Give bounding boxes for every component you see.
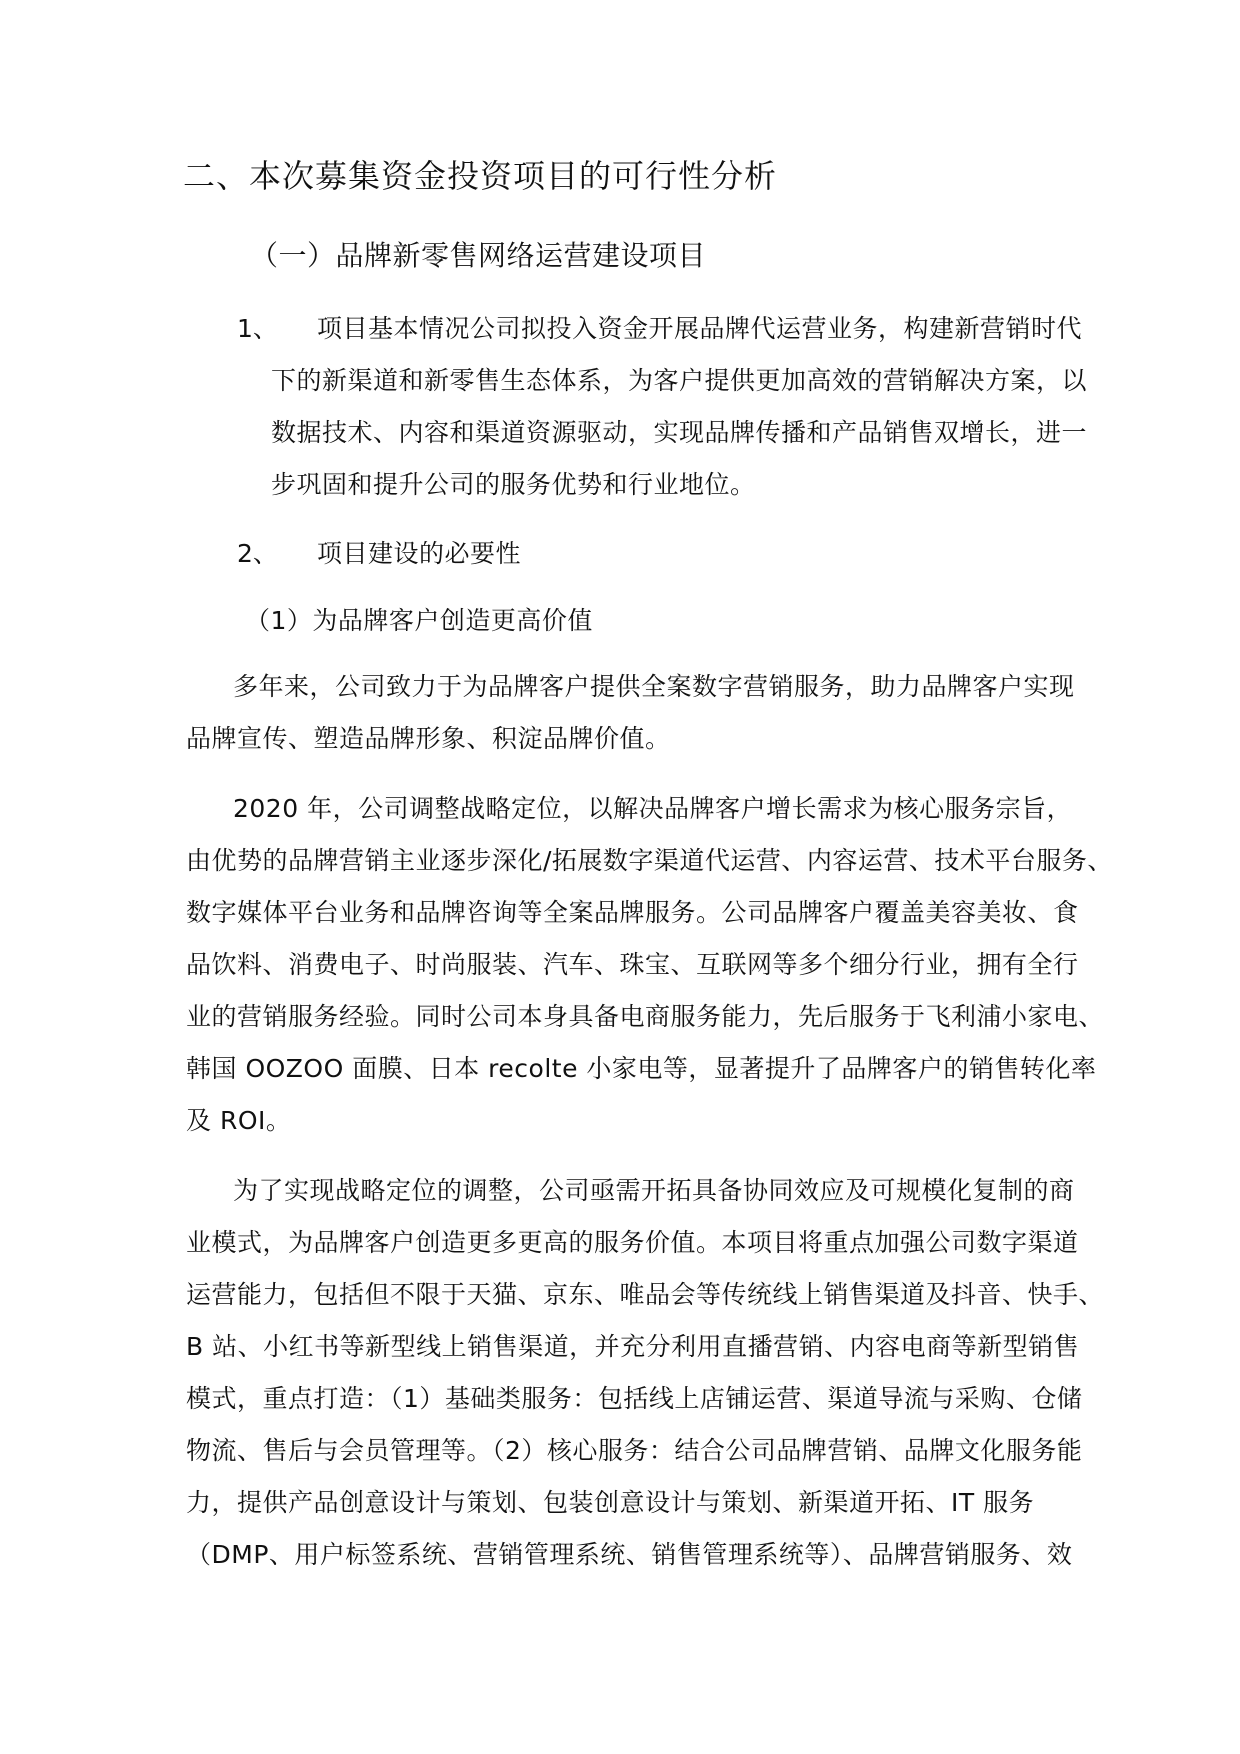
section-heading: 二、本次募集资金投资项目的可行性分析	[183, 157, 778, 195]
item-1-line-2: 下的新渠道和新零售生态体系，为客户提供更加高效的营销解决方案，以	[271, 366, 1088, 395]
item-2-title: 项目建设的必要性	[317, 539, 522, 568]
paragraph-1-line-1: 多年来，公司致力于为品牌客户提供全案数字营销服务，助力品牌客户实现	[233, 672, 1075, 701]
paragraph-2-line-6: 韩国 OOZOO 面膜、日本 recolte 小家电等，显著提升了品牌客户的销售转化率	[186, 1054, 1097, 1083]
paragraph-2-line-4: 品饮料、消费电子、时尚服装、汽车、珠宝、互联网等多个细分行业，拥有全行	[186, 950, 1079, 979]
paragraph-3-line-7: 力，提供产品创意设计与策划、包装创意设计与策划、新渠道开拓、IT 服务	[186, 1488, 1035, 1517]
sub-item-1-title: （1）为品牌客户创造更高价值	[245, 606, 593, 635]
paragraph-3-line-6: 物流、售后与会员管理等。（2）核心服务：结合公司品牌营销、品牌文化服务能	[186, 1436, 1083, 1465]
paragraph-3-line-1: 为了实现战略定位的调整，公司亟需开拓具备协同效应及可规模化复制的商	[233, 1176, 1075, 1205]
item-1-number: 1、	[237, 314, 278, 343]
item-1-line-3: 数据技术、内容和渠道资源驱动，实现品牌传播和产品销售双增长，进一	[271, 418, 1088, 447]
paragraph-3-line-8: （DMP、用户标签系统、营销管理系统、销售管理系统等）、品牌营销服务、效	[186, 1540, 1073, 1569]
paragraph-1-line-2: 品牌宣传、塑造品牌形象、积淀品牌价值。	[186, 724, 671, 753]
paragraph-3-line-2: 业模式，为品牌客户创造更多更高的服务价值。本项目将重点加强公司数字渠道	[186, 1228, 1079, 1257]
paragraph-2-line-3: 数字媒体平台业务和品牌咨询等全案品牌服务。公司品牌客户覆盖美容美妆、食	[186, 898, 1079, 927]
paragraph-3-line-4: B 站、小红书等新型线上销售渠道，并充分利用直播营销、内容电商等新型销售	[186, 1332, 1080, 1361]
item-1-line-4: 步巩固和提升公司的服务优势和行业地位。	[271, 470, 756, 499]
paragraph-3-line-3: 运营能力，包括但不限于天猫、京东、唯品会等传统线上销售渠道及抖音、快手、	[186, 1280, 1105, 1309]
paragraph-2-line-1: 2020 年，公司调整战略定位，以解决品牌客户增长需求为核心服务宗旨，	[233, 794, 1073, 823]
paragraph-2-line-5: 业的营销服务经验。同时公司本身具备电商服务能力，先后服务于飞利浦小家电、	[186, 1002, 1105, 1031]
paragraph-3-line-5: 模式，重点打造：（1）基础类服务：包括线上店铺运营、渠道导流与采购、仓储	[186, 1384, 1083, 1413]
paragraph-2-line-7: 及 ROI。	[186, 1106, 292, 1135]
item-1-line-1: 项目基本情况公司拟投入资金开展品牌代运营业务，构建新营销时代	[317, 314, 1083, 343]
project-subheading: （一）品牌新零售网络运营建设项目	[250, 239, 707, 272]
item-2-number: 2、	[237, 539, 278, 568]
paragraph-2-line-2: 由优势的品牌营销主业逐步深化/拓展数字渠道代运营、内容运营、技术平台服务、	[186, 846, 1113, 875]
